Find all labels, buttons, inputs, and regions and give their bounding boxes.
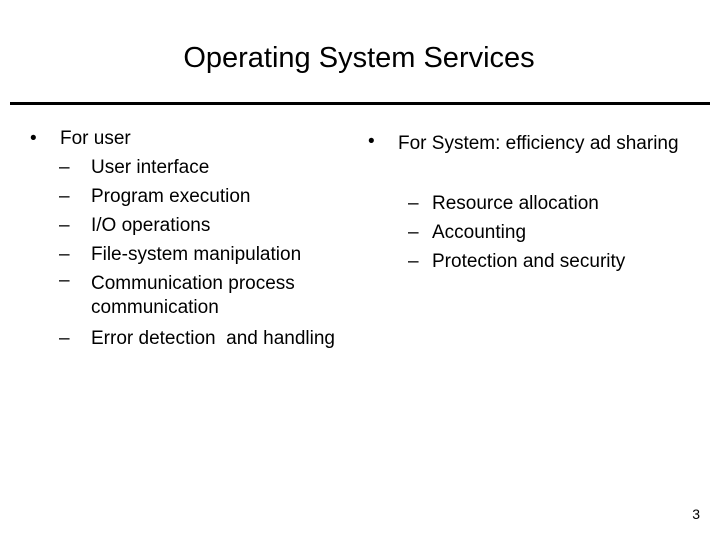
dash-icon: – — [59, 215, 70, 236]
list-item-text: I/O operations — [91, 215, 211, 236]
list-item — [30, 269, 370, 324]
left-bullet — [30, 124, 370, 153]
dash-icon: – — [59, 157, 70, 178]
dash-icon: – — [408, 193, 419, 214]
list-item-text: Protection and security — [432, 251, 626, 272]
bullet-icon: • — [368, 131, 375, 152]
title-divider — [10, 102, 710, 105]
list-item-text: Error detection and handling — [91, 328, 335, 349]
bullet-icon: • — [30, 128, 37, 149]
dash-icon: – — [59, 186, 70, 207]
list-item-text: File-system manipulation — [91, 244, 302, 265]
right-heading-bold: For System — [398, 133, 496, 154]
list-item — [368, 189, 698, 218]
list-item — [30, 240, 370, 269]
right-heading-rest: : efficiency ad sharing — [495, 133, 679, 154]
dash-icon: – — [408, 251, 419, 272]
left-column — [30, 124, 370, 353]
right-bullet — [368, 129, 698, 156]
dash-icon: – — [59, 270, 70, 291]
left-sub-list — [30, 153, 370, 353]
dash-icon: – — [408, 222, 419, 243]
right-sub-list — [368, 189, 698, 276]
list-item-text: Communication process communication — [91, 273, 295, 318]
list-item — [30, 182, 370, 211]
dash-icon: – — [59, 244, 70, 265]
list-item — [30, 153, 370, 182]
list-item-text: Program execution — [91, 186, 251, 207]
list-item — [30, 324, 370, 353]
dash-icon: – — [59, 328, 70, 349]
list-item-text: User interface — [91, 157, 210, 178]
slide-title: Operating System Services — [183, 42, 535, 74]
page-number: 3 — [692, 506, 700, 522]
list-item-text: Accounting — [432, 222, 527, 243]
list-item — [30, 211, 370, 240]
list-item — [368, 218, 698, 247]
list-item — [368, 247, 698, 276]
left-heading: For user — [60, 128, 131, 149]
list-item-text: Resource allocation — [432, 193, 599, 214]
right-column — [368, 129, 698, 276]
